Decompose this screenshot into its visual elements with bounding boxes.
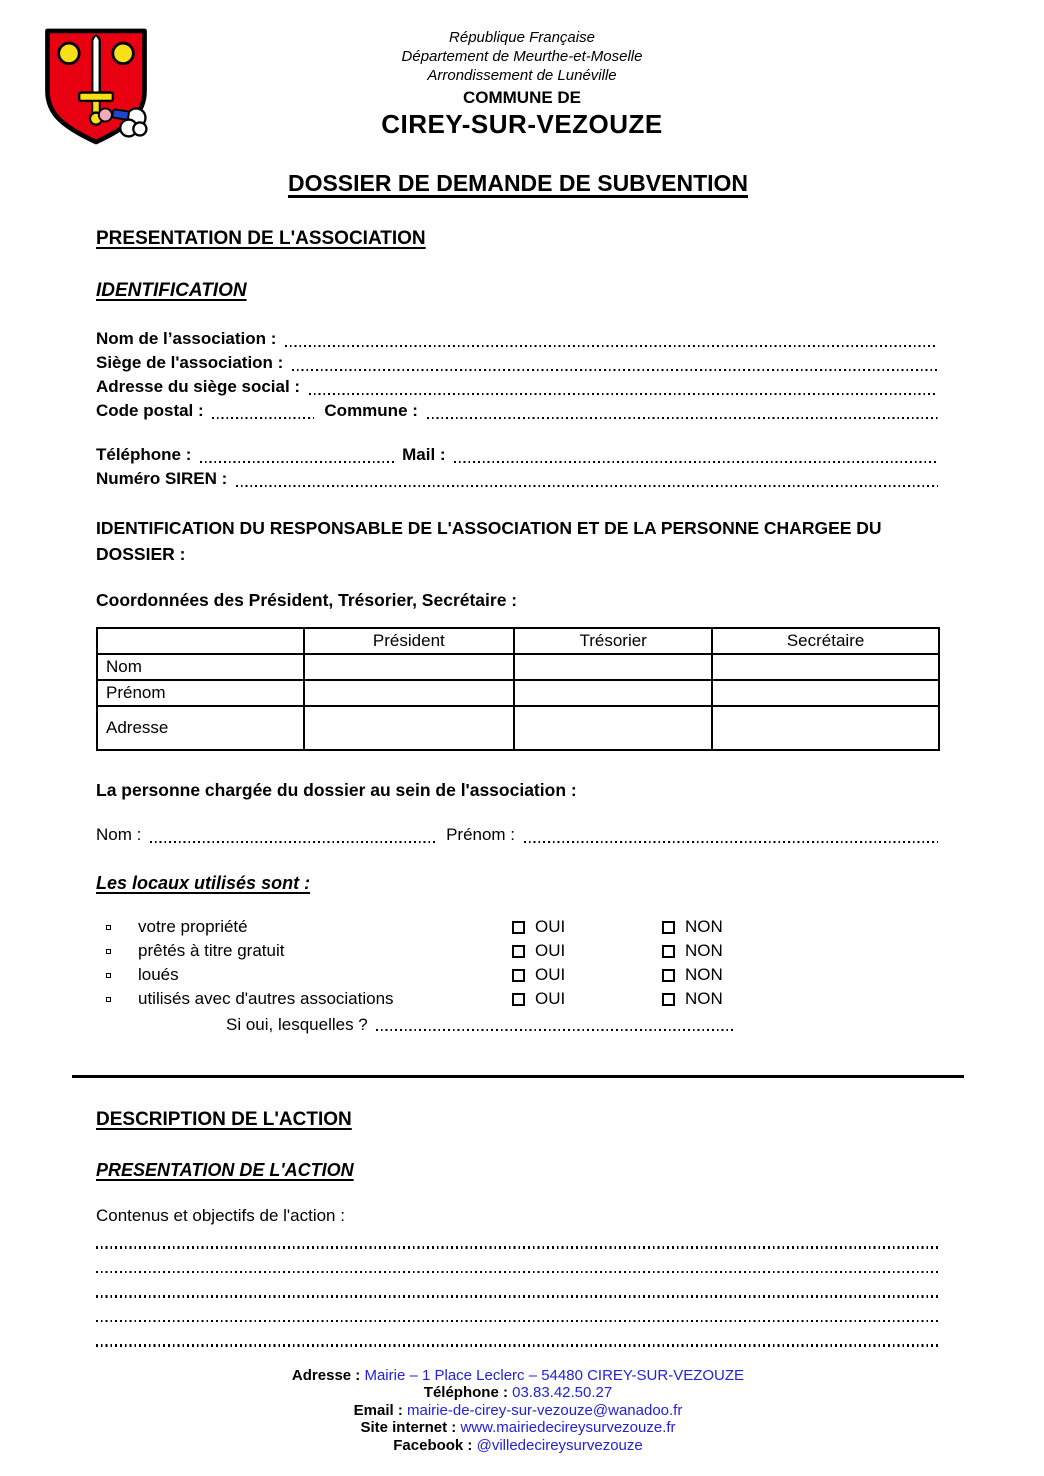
footer-adresse-label: Adresse : [291, 1366, 365, 1384]
non-option[interactable] [662, 989, 812, 1009]
non-label: NON [685, 965, 723, 984]
commune-name: CIREY-SUR-VEZOUZE [381, 109, 663, 139]
non-option[interactable] [662, 965, 812, 985]
heading-presentation-association: PRESENTATION DE L'ASSOCIATION [96, 228, 426, 249]
footer-telephone-line [96, 1384, 940, 1402]
contenus-label: Contenus et objectifs de l'action : [96, 1206, 345, 1225]
heading-locaux: Les locaux utilisés sont : [96, 873, 311, 893]
contenus-fill-area[interactable] [96, 1228, 940, 1351]
code-postal-label: Code postal : [96, 401, 209, 420]
footer-site-line [96, 1419, 940, 1437]
oui-option[interactable] [512, 917, 662, 937]
table-header-secretaire: Secrétaire [712, 628, 939, 654]
row-label-adresse: Adresse [97, 706, 304, 750]
table-cell[interactable] [712, 654, 939, 680]
table-cell[interactable] [304, 680, 515, 706]
footer-facebook-line [96, 1437, 940, 1455]
footer-facebook-label: Facebook : [393, 1436, 477, 1454]
locaux-item-label: prêtés à titre gratuit [138, 941, 285, 960]
square-bullet-icon [106, 997, 111, 1002]
table-cell[interactable] [304, 654, 515, 680]
si-oui-row [226, 1011, 940, 1035]
square-bullet-icon [106, 949, 111, 954]
locaux-row-propriete [96, 915, 940, 939]
mail-label: Mail : [402, 445, 451, 464]
commune-label: Commune : [324, 401, 423, 420]
table-row-adresse [97, 706, 939, 750]
fill-line[interactable] [96, 1228, 940, 1253]
oui-option[interactable] [512, 965, 662, 985]
field-row-telephone-mail [96, 443, 940, 467]
document-title: DOSSIER DE DEMANDE DE SUBVENTION [287, 170, 749, 196]
footer-adresse-line [96, 1367, 940, 1385]
section-divider [72, 1075, 964, 1078]
adresse-siege-label: Adresse du siège social : [96, 377, 305, 396]
non-label: NON [685, 989, 723, 1008]
checkbox-oui[interactable] [512, 993, 525, 1006]
coat-of-arms-icon [40, 24, 152, 148]
table-cell[interactable] [304, 706, 515, 750]
footer-site-link[interactable]: www.mairiedecireysurvezouze.fr [460, 1419, 676, 1437]
footer-site-label: Site internet : [360, 1419, 461, 1437]
fill-line[interactable] [96, 1277, 940, 1302]
checkbox-non[interactable] [662, 921, 675, 934]
heading-personne-chargee: La personne chargée du dossier au sein de l'association : [96, 780, 577, 800]
oui-label: OUI [535, 917, 566, 936]
table-cell[interactable] [514, 706, 712, 750]
siren-label: Numéro SIREN : [96, 469, 233, 488]
heading-identification: IDENTIFICATION [96, 280, 247, 301]
checkbox-non[interactable] [662, 969, 675, 982]
personne-prenom-label: Prénom : [446, 825, 520, 844]
table-cell[interactable] [514, 680, 712, 706]
personne-nom-label: Nom : [96, 825, 147, 844]
oui-label: OUI [535, 989, 566, 1008]
field-row-nom-prenom [96, 823, 940, 847]
table-row-nom [97, 654, 939, 680]
field-row-adresse-siege [96, 375, 940, 399]
table-row-prenom [97, 680, 939, 706]
square-bullet-icon [106, 973, 111, 978]
footer-telephone-value: 03.83.42.50.27 [512, 1384, 613, 1402]
field-row-siege [96, 351, 940, 375]
si-oui-label: Si oui, lesquelles ? [226, 1015, 373, 1034]
checkbox-non[interactable] [662, 945, 675, 958]
locaux-item-label: loués [138, 965, 179, 984]
field-row-code-postal-commune [96, 399, 940, 423]
telephone-label: Téléphone : [96, 445, 197, 464]
footer-email-line [96, 1402, 940, 1420]
oui-label: OUI [535, 941, 566, 960]
fill-line[interactable] [96, 1253, 940, 1278]
footer-email-link[interactable]: mairie-de-cirey-sur-vezouze@wanadoo.fr [407, 1401, 683, 1419]
field-row-nom-association [96, 327, 940, 351]
footer-facebook-link[interactable]: @villedecireysurvezouze [476, 1436, 643, 1454]
oui-label: OUI [535, 965, 566, 984]
arrondissement-line: Arrondissement de Lunéville [427, 67, 617, 84]
field-row-siren [96, 467, 940, 491]
heading-coordonnees: Coordonnées des Président, Trésorier, Secrétaire : [96, 590, 518, 610]
table-cell[interactable] [712, 680, 939, 706]
republique-line: République Française [449, 29, 595, 46]
non-label: NON [685, 917, 723, 936]
document-footer [96, 1367, 940, 1455]
heading-responsable: IDENTIFICATION DU RESPONSABLE DE L'ASSOCIATION ET DE LA PERSONNE CHARGEE DU DOSSIER : [96, 518, 882, 564]
locaux-row-loues [96, 963, 940, 987]
document-header [0, 0, 1044, 139]
departement-line: Département de Meurthe-et-Moselle [401, 48, 643, 65]
heading-description-action: DESCRIPTION DE L'ACTION [96, 1109, 352, 1130]
non-option[interactable] [662, 917, 812, 937]
footer-email-label: Email : [353, 1401, 408, 1419]
fill-line[interactable] [96, 1302, 940, 1327]
table-cell[interactable] [514, 654, 712, 680]
locaux-row-autres-associations [96, 987, 940, 1011]
oui-option[interactable] [512, 989, 662, 1009]
locaux-checklist [96, 915, 940, 1035]
heading-presentation-action: PRESENTATION DE L'ACTION [96, 1160, 354, 1180]
footer-adresse-value: Mairie – 1 Place Leclerc – 54480 CIREY-SUR-VEZOUZE [364, 1366, 745, 1384]
square-bullet-icon [106, 925, 111, 930]
commune-de-label: COMMUNE DE [462, 88, 582, 107]
non-option[interactable] [662, 941, 812, 961]
checkbox-oui[interactable] [512, 921, 525, 934]
identification-fields [96, 327, 940, 491]
table-cell[interactable] [712, 706, 939, 750]
fill-line[interactable] [96, 1326, 940, 1351]
table-header-president: Président [304, 628, 515, 654]
oui-option[interactable] [512, 941, 662, 961]
locaux-item-label: votre propriété [138, 917, 248, 936]
nom-association-label: Nom de l’association : [96, 329, 282, 348]
locaux-row-pretes [96, 939, 940, 963]
siege-label: Siège de l'association : [96, 353, 289, 372]
checkbox-oui[interactable] [512, 969, 525, 982]
non-label: NON [685, 941, 723, 960]
row-label-prenom: Prénom [97, 680, 304, 706]
locaux-item-label: utilisés avec d'autres associations [138, 989, 394, 1008]
row-label-nom: Nom [97, 654, 304, 680]
checkbox-non[interactable] [662, 993, 675, 1006]
checkbox-oui[interactable] [512, 945, 525, 958]
footer-telephone-label: Téléphone : [423, 1384, 513, 1402]
table-header-empty [97, 628, 304, 654]
table-header-row [97, 628, 939, 654]
table-header-tresorier: Trésorier [514, 628, 712, 654]
coordonnees-table [96, 627, 940, 751]
